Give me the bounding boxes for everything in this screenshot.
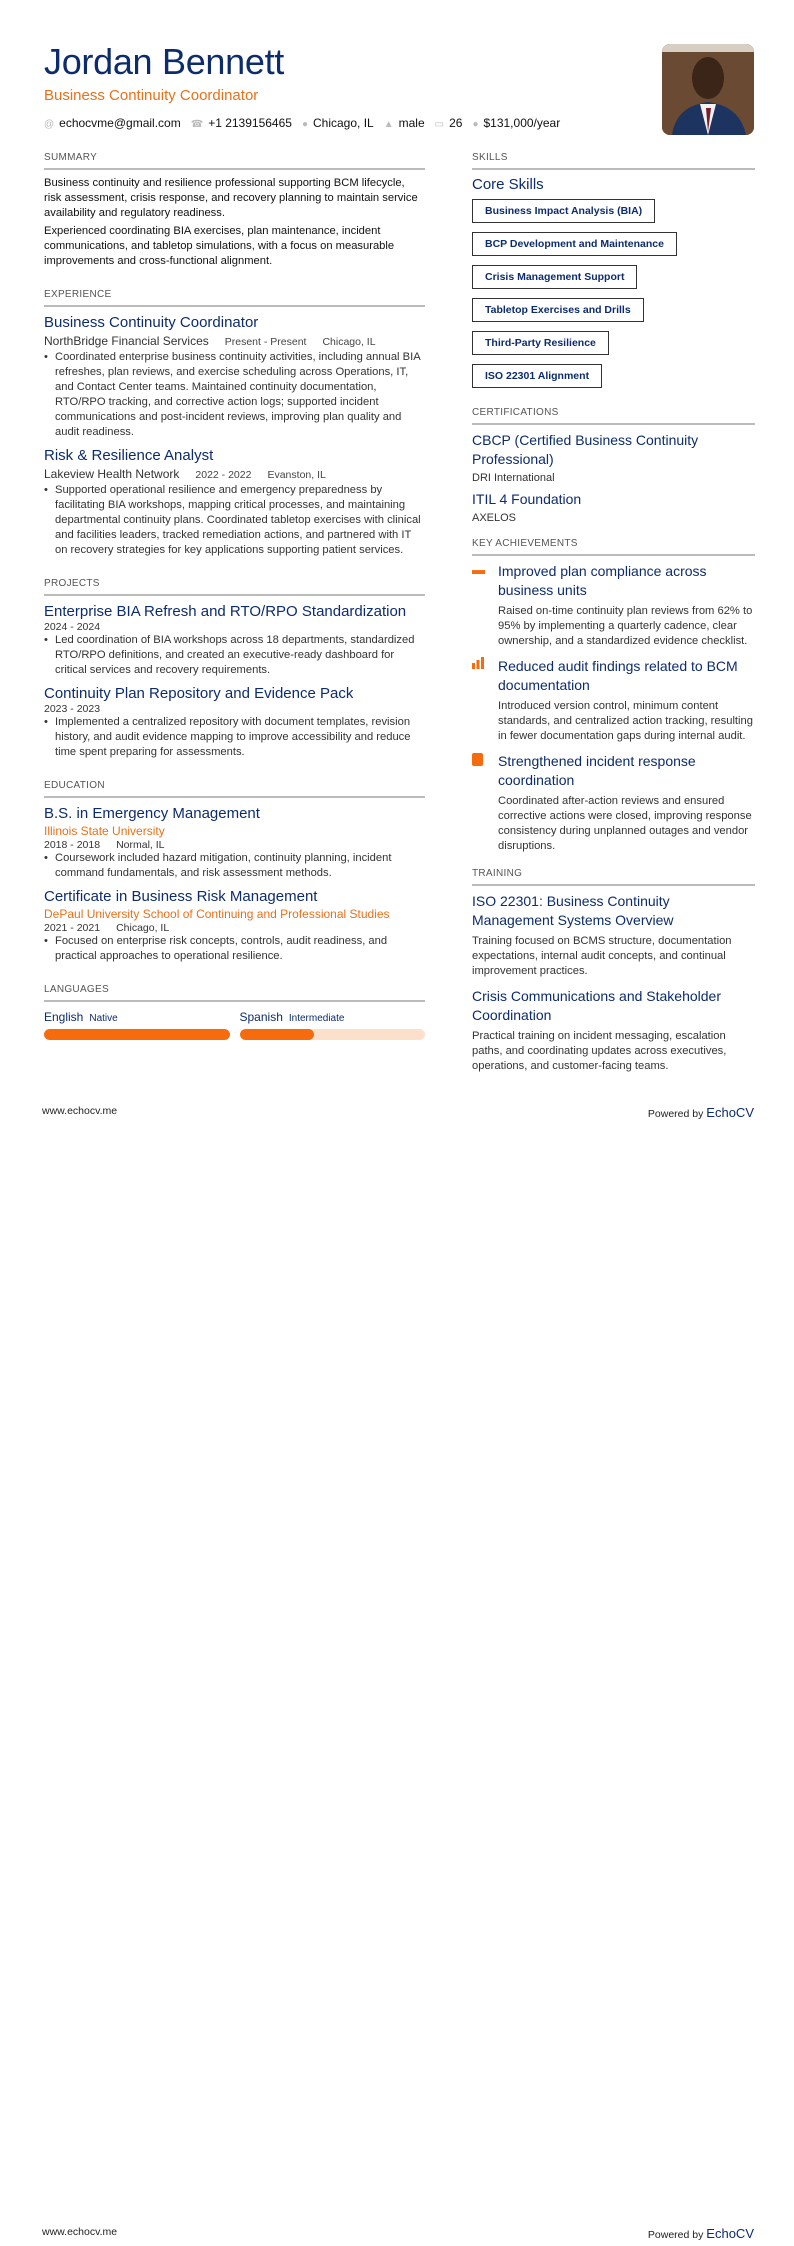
contact-salary	[472, 116, 560, 130]
certification-issuer: DRI International	[472, 472, 555, 484]
achievement-item	[472, 657, 755, 744]
right-column	[472, 152, 755, 1074]
experience-heading: EXPERIENCE	[44, 289, 425, 307]
job-location: Evanston, IL	[267, 469, 326, 481]
location-text: Chicago, IL	[313, 116, 374, 130]
salary-text: $131,000/year	[483, 116, 561, 130]
language-bar	[44, 1029, 230, 1040]
age-text: 26	[449, 116, 463, 130]
skill-chip: ISO 22301 Alignment	[472, 364, 602, 388]
at-icon: @	[44, 119, 55, 130]
language-bar-fill	[44, 1029, 230, 1040]
bullet-icon: •	[44, 716, 48, 728]
summary-paragraph: Business continuity and resilience professional supporting BCM lifecycle, risk assessment, crisis response, and recovery planning to maintain service availability and regulatory readiness.	[44, 177, 418, 219]
contact-age	[435, 116, 463, 130]
job-dates: Present - Present	[224, 336, 307, 348]
projects-heading: PROJECTS	[44, 578, 425, 596]
job-company: NorthBridge Financial Services	[44, 334, 209, 348]
achievement-desc: Raised on-time continuity plan reviews from 62% to 95% by implementing a quarterly cadence, clear ownership, and a standardized evidence checklist.	[498, 605, 753, 647]
language-level: Intermediate	[288, 1013, 345, 1024]
language-item	[240, 1008, 426, 1040]
language-bar	[240, 1029, 426, 1040]
edu-bullet: Coursework included hazard mitigation, continuity planning, incident command fundamentals, and risk assessment methods.	[55, 852, 392, 879]
certification-name: ITIL 4 Foundation	[472, 491, 582, 507]
contact-row	[44, 116, 644, 130]
certification-issuer: AXELOS	[472, 512, 517, 524]
achievement-desc: Coordinated after-action reviews and ensured corrective actions were closed, improving response consistency during unplanned outages and vendor disruptions.	[498, 795, 752, 852]
skill-chip: Third-Party Resilience	[472, 331, 609, 355]
project-item	[44, 684, 425, 760]
certification-name: CBCP (Certified Business Continuity Professional)	[472, 432, 699, 467]
footer-powered: Powered by	[647, 1108, 704, 1120]
contact-gender	[384, 116, 425, 130]
achievement-title: Reduced audit findings related to BCM documentation	[498, 658, 738, 693]
skill-chip: Tabletop Exercises and Drills	[472, 298, 644, 322]
speech-bubble-icon: ▬	[472, 562, 485, 577]
person-icon: ▲	[383, 119, 394, 130]
contact-phone	[191, 116, 292, 130]
language-name: English	[44, 1010, 84, 1024]
bar-chart-icon	[472, 657, 486, 744]
education-item	[44, 887, 425, 964]
profile-photo	[662, 44, 754, 135]
training-desc: Practical training on incident messaging, escalation paths, and coordinating updates across executives, operations, and customer-facing teams.	[472, 1030, 727, 1072]
footer-powered: Powered by	[647, 2229, 704, 2241]
experience-item	[44, 313, 425, 440]
edu-dates: 2021 - 2021	[44, 922, 101, 934]
degree: Certificate in Business Risk Management	[44, 888, 318, 905]
project-item	[44, 602, 425, 678]
language-level: Native	[89, 1013, 118, 1024]
bullet-icon: •	[44, 935, 48, 947]
edu-bullet: Focused on enterprise risk concepts, controls, audit readiness, and practical approaches to operational resilience.	[55, 935, 388, 962]
education-item	[44, 804, 425, 881]
job-company: Lakeview Health Network	[44, 467, 180, 481]
training-heading: TRAINING	[472, 868, 755, 886]
left-column	[44, 152, 425, 1040]
project-dates: 2024 - 2024	[44, 621, 101, 633]
languages-list	[44, 1008, 425, 1040]
edu-location: Chicago, IL	[116, 922, 170, 934]
edu-dates: 2018 - 2018	[44, 839, 101, 851]
achievements-heading: KEY ACHIEVEMENTS	[472, 538, 755, 556]
project-dates: 2023 - 2023	[44, 703, 101, 715]
skill-chip: Crisis Management Support	[472, 265, 637, 289]
job-location: Chicago, IL	[322, 336, 376, 348]
education-heading: EDUCATION	[44, 780, 425, 798]
bullet-icon: •	[44, 351, 48, 363]
page-footer	[42, 2226, 754, 2241]
summary-heading: SUMMARY	[44, 152, 425, 170]
school: DePaul University School of Continuing and Professional Studies	[44, 907, 390, 921]
candidate-title: Business Continuity Coordinator	[44, 87, 259, 104]
phone-text: +1 2139156465	[208, 116, 292, 130]
achievement-item	[472, 752, 755, 854]
clipboard-icon	[472, 752, 486, 854]
page-footer	[42, 1105, 754, 1120]
gender-text: male	[398, 116, 425, 130]
achievement-desc: Introduced version control, minimum content standards, and centralized action tracking, resulting in fewer documentation gaps during internal audit.	[498, 700, 753, 742]
summary-paragraph: Experienced coordinating BIA exercises, plan maintenance, incident communications, and tabletop simulations, with a focus on measurable improvements and cross-functional alignment.	[44, 225, 395, 267]
certifications-heading: CERTIFICATIONS	[472, 407, 755, 425]
project-bullet: Led coordination of BIA workshops across 18 departments, standardized RTO/RPO definitions, and created an executive-ready dashboard for critical services and recovery requirements.	[55, 634, 415, 676]
training-item	[472, 892, 755, 979]
contact-email	[44, 116, 181, 130]
footer-site-link[interactable]: www.echocv.me	[42, 2226, 118, 2238]
contact-location	[302, 116, 374, 130]
language-name: Spanish	[239, 1010, 283, 1024]
degree: B.S. in Emergency Management	[44, 805, 260, 822]
bullet-icon: •	[44, 484, 48, 496]
calendar-icon: ▭	[434, 119, 445, 130]
skills-group-title: Core Skills	[472, 176, 544, 193]
job-dates: 2022 - 2022	[195, 469, 252, 481]
job-role: Business Continuity Coordinator	[44, 314, 259, 331]
skill-chips	[472, 199, 755, 397]
footer-site-link[interactable]: www.echocv.me	[42, 1105, 118, 1117]
candidate-name: Jordan Bennett	[44, 41, 284, 82]
bullet-icon: •	[44, 634, 48, 646]
dollar-icon: ●	[472, 119, 479, 130]
location-icon: ●	[301, 119, 308, 130]
footer-brand: EchoCV	[706, 2226, 754, 2241]
school: Illinois State University	[44, 824, 165, 838]
training-name: Crisis Communications and Stakeholder Coordination	[472, 988, 721, 1023]
achievement-title: Strengthened incident response coordination	[498, 753, 696, 788]
resume-header	[44, 40, 644, 130]
skill-chip: Business Impact Analysis (BIA)	[472, 199, 655, 223]
training-desc: Training focused on BCMS structure, documentation expectations, internal audit concepts, and continual improvement practices.	[472, 935, 732, 977]
languages-heading: LANGUAGES	[44, 984, 425, 1002]
language-bar-fill	[240, 1029, 314, 1040]
language-item	[44, 1008, 230, 1040]
skill-chip: BCP Development and Maintenance	[472, 232, 677, 256]
job-role: Risk & Resilience Analyst	[44, 447, 214, 464]
edu-location: Normal, IL	[116, 839, 165, 851]
job-bullet: Coordinated enterprise business continuity activities, including annual BIA refreshes, plan reviews, and exercise scheduling across Operations, IT, and Contact Center teams. Maintained continuity documentation, RTO/RPO tracking, and corrective action logs; supported incident communications and post-incident reviews, improving plan quality and audit readiness.	[55, 351, 421, 438]
achievement-title: Improved plan compliance across business units	[498, 563, 707, 598]
training-item	[472, 987, 755, 1074]
skills-heading: SKILLS	[472, 152, 755, 170]
project-bullet: Implemented a centralized repository with document templates, revision history, and audit evidence mapping to improve accessibility and reduce time spent preparing for assessments.	[55, 716, 411, 758]
achievement-item	[472, 562, 755, 649]
training-name: ISO 22301: Business Continuity Management Systems Overview	[472, 893, 674, 928]
job-bullet: Supported operational resilience and emergency preparedness by facilitating BIA workshops, mapping critical processes, and maintaining departmental continuity plans. Coordinated tabletop exercises with clinical and facilities leaders, tracked remediation actions, and partnered with IT on recovery strategies for key applications supporting patient services.	[55, 484, 421, 556]
project-name: Enterprise BIA Refresh and RTO/RPO Standardization	[44, 603, 407, 620]
email-text: echocvme@gmail.com	[59, 116, 181, 130]
bullet-icon: •	[44, 852, 48, 864]
phone-icon: ☎	[190, 119, 204, 130]
experience-item	[44, 446, 425, 558]
project-name: Continuity Plan Repository and Evidence Pack	[44, 685, 354, 702]
footer-brand: EchoCV	[706, 1105, 754, 1120]
